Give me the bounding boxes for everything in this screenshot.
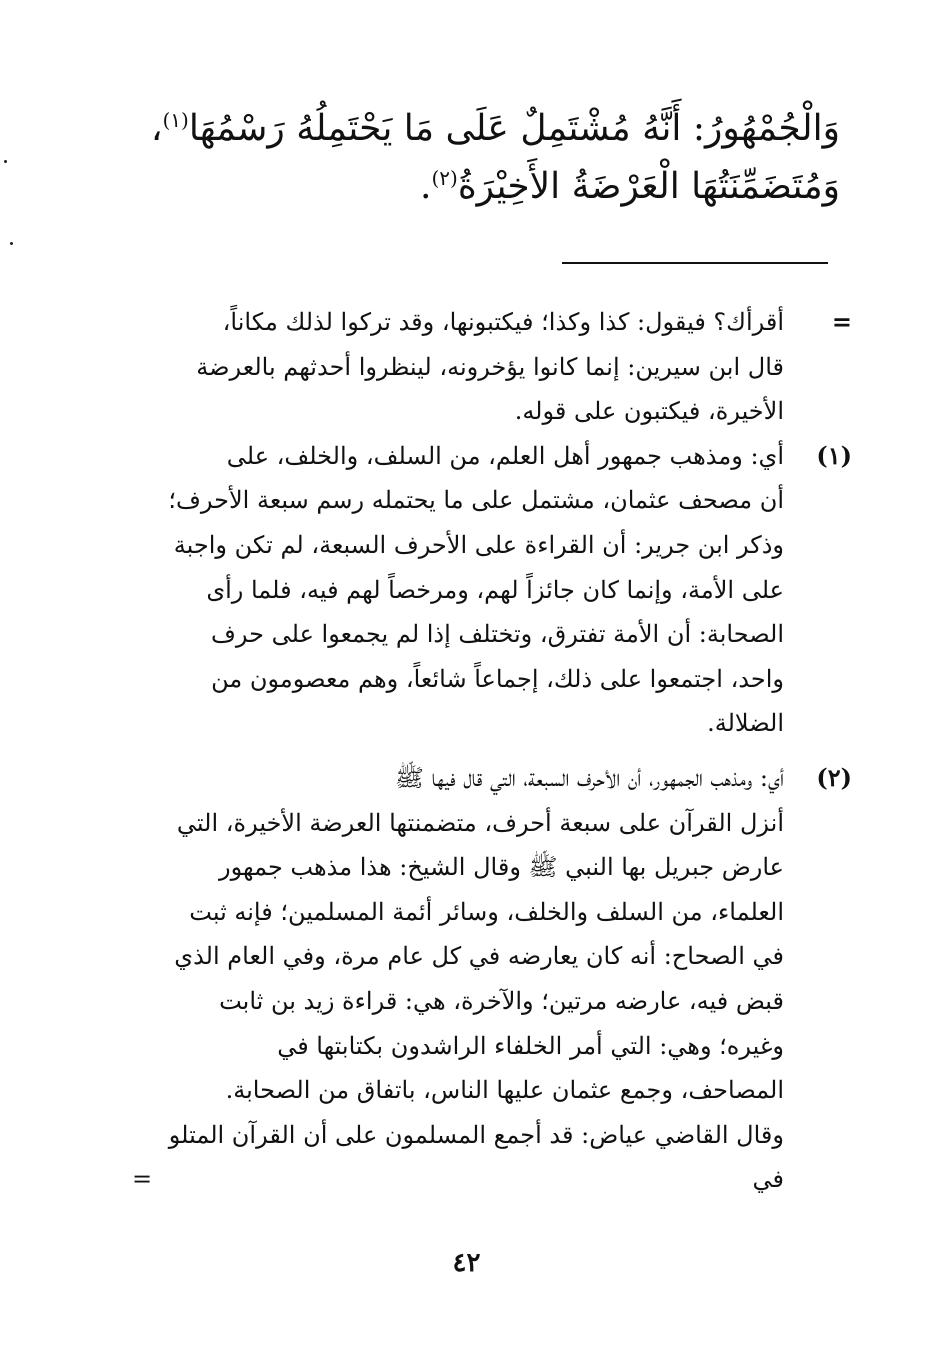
main-punct: . [419,166,432,207]
main-punct: ، [150,108,163,149]
footnote-ref-1: (١) [162,108,189,132]
footnote-line: أي: ومذهب الجمهور، أن الأحرف السبعة، التي قال فيها ﷺ [394,763,784,792]
footnote-line: عارض جبريل بها النبي ﷺ وقال الشيخ: هذا مذهب جمهور [219,853,784,882]
footnote-line: قبض فيه، عارضه مرتين؛ والآخرة، هي: قراءة زيد بن ثابت [219,986,784,1015]
footnote-line: الأخيرة، فيكتبون على قوله. [514,397,784,426]
footnote-2-marker: (٢) [816,762,852,792]
footnote-line: أن مصحف عثمان، مشتمل على ما يحتمله رسم سبعة الأحرف؛ [168,486,784,515]
scan-speck [10,242,13,245]
footnote-line: العلماء، من السلف والخلف، وسائر أئمة المسلمين؛ فإنه ثبت [189,897,784,926]
footnote-line: الضلالة. [707,709,784,738]
scan-speck [4,160,7,163]
main-line-2-text: وَمُتَضَمِّنَتُهَا الْعَرْضَةُ الأَخِيْرَةُ [457,166,840,207]
main-text [120,100,840,216]
footnote-line: قال ابن سيرين: إنما كانوا يؤخرونه، لينظروا أحدثهم بالعرضة [196,352,784,381]
main-line-2 [120,158,840,216]
footnote-line: وغيره؛ وهي: التي أمر الخلفاء الراشدون بكتابتها في [277,1031,784,1060]
footnote-line: الصحابة: أن الأمة تفترق، وتختلف إذا لم يجمعوا على حرف [211,620,784,649]
footnote-ref-2: (٢) [431,166,458,190]
page-number: ٤٢ [452,1248,481,1278]
main-line-1-text: وَالْجُمْهُورُ: أَنَّهُ مُشْتَمِلٌ عَلَى مَا يَحْتَمِلُهُ رَسْمُهَا [188,108,840,149]
footnote-1 [132,434,852,746]
main-line-1 [120,100,840,158]
footnote-line: وقال القاضي عياض: قد أجمع المسلمون على أن القرآن المتلو في [168,1120,784,1194]
footnote-2 [132,756,852,1113]
footnote-line: واحد، اجتمعوا على ذلك، إجماعاً شائعاً، وهم معصومون من [211,664,784,693]
footnote-continues-line [132,1113,852,1202]
footnote-line: أنزل القرآن على سبعة أحرف، متضمنتها العرضة الأخيرة، التي [176,808,784,837]
footnote-line: أي: ومذهب جمهور أهل العلم، من السلف، والخلف، على [226,441,784,470]
footnote-line: على الأمة، وإنما كان جائزاً لهم، ومرخصاً لهم فيه، فلما رأى [206,575,784,604]
footnote-line: وذكر ابن جرير: أن القراءة على الأحرف السبعة، لم تكن واجبة [173,530,784,559]
continues-marker: = [132,1165,153,1194]
footnote-1-marker: (١) [816,440,852,470]
footnotes [132,300,852,1202]
footnote-line: المصاحف، وجمع عثمان عليها الناس، باتفاق من الصحابة. [225,1076,784,1105]
footnote-line: في الصحاح: أنه كان يعارضه في كل عام مرة، وفي العام الذي [174,942,784,971]
continuation-marker: = [831,307,852,336]
footnote-line: أقرأك؟ فيقول: كذا وكذا؛ فيكتبونها، وقد تركوا لذلك مكاناً، [222,308,784,336]
footnote-continuation [132,300,852,434]
footnote-separator [562,262,828,264]
